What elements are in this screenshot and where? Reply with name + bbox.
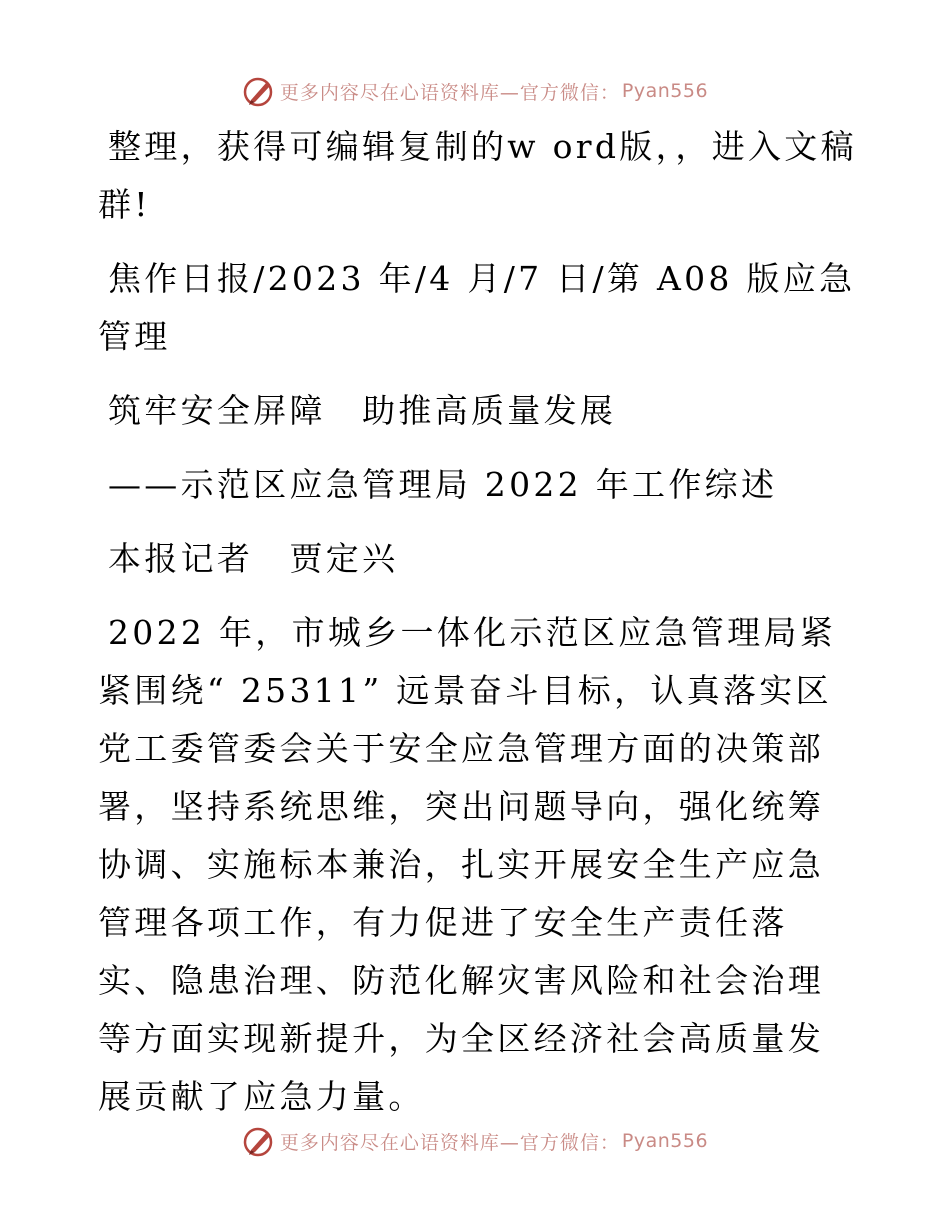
source-line: 焦作日报/2023 年/4 月/7 日/第 A08 版应急管理 bbox=[98, 259, 856, 356]
header-watermark bbox=[0, 74, 950, 108]
body-paragraph: 2022 年，市城乡一体化示范区应急管理局紧紧围绕“ 25311” 远景奋斗目标，认真落实区党工委管委会关于安全应急管理方面的决策部署，坚持系统思维，突出问题导向，强化统筹协调、实施标本兼治，扎实开展安全生产应急管理各项工作，有力促进了安全生产责任落实、隐患治理、防范化解灾害风险和社会治理等方面实现新提升，为全区经济社会高质量发展贡献了应急力量。 bbox=[98, 613, 837, 1116]
reporter-byline: 本报记者 贾定兴 bbox=[108, 539, 399, 578]
footer-watermark bbox=[0, 1124, 950, 1158]
intro-paragraph: 整理，获得可编辑复制的w ord版，，进入文稿群! bbox=[98, 127, 857, 224]
watermark-text: 更多内容尽在心语资料库—官方微信： bbox=[279, 1131, 620, 1154]
watermark-wechat-id: Pyan556 bbox=[621, 80, 709, 102]
article-subtitle: ——示范区应急管理局 2022 年工作综述 bbox=[108, 465, 778, 504]
pen-logo-icon bbox=[242, 74, 276, 108]
watermark-wechat-id: Pyan556 bbox=[621, 1130, 709, 1152]
watermark-text: 更多内容尽在心语资料库—官方微信： bbox=[279, 81, 620, 104]
article-title: 筑牢安全屏障 助推高质量发展 bbox=[108, 391, 617, 430]
pen-logo-icon bbox=[242, 1124, 276, 1158]
